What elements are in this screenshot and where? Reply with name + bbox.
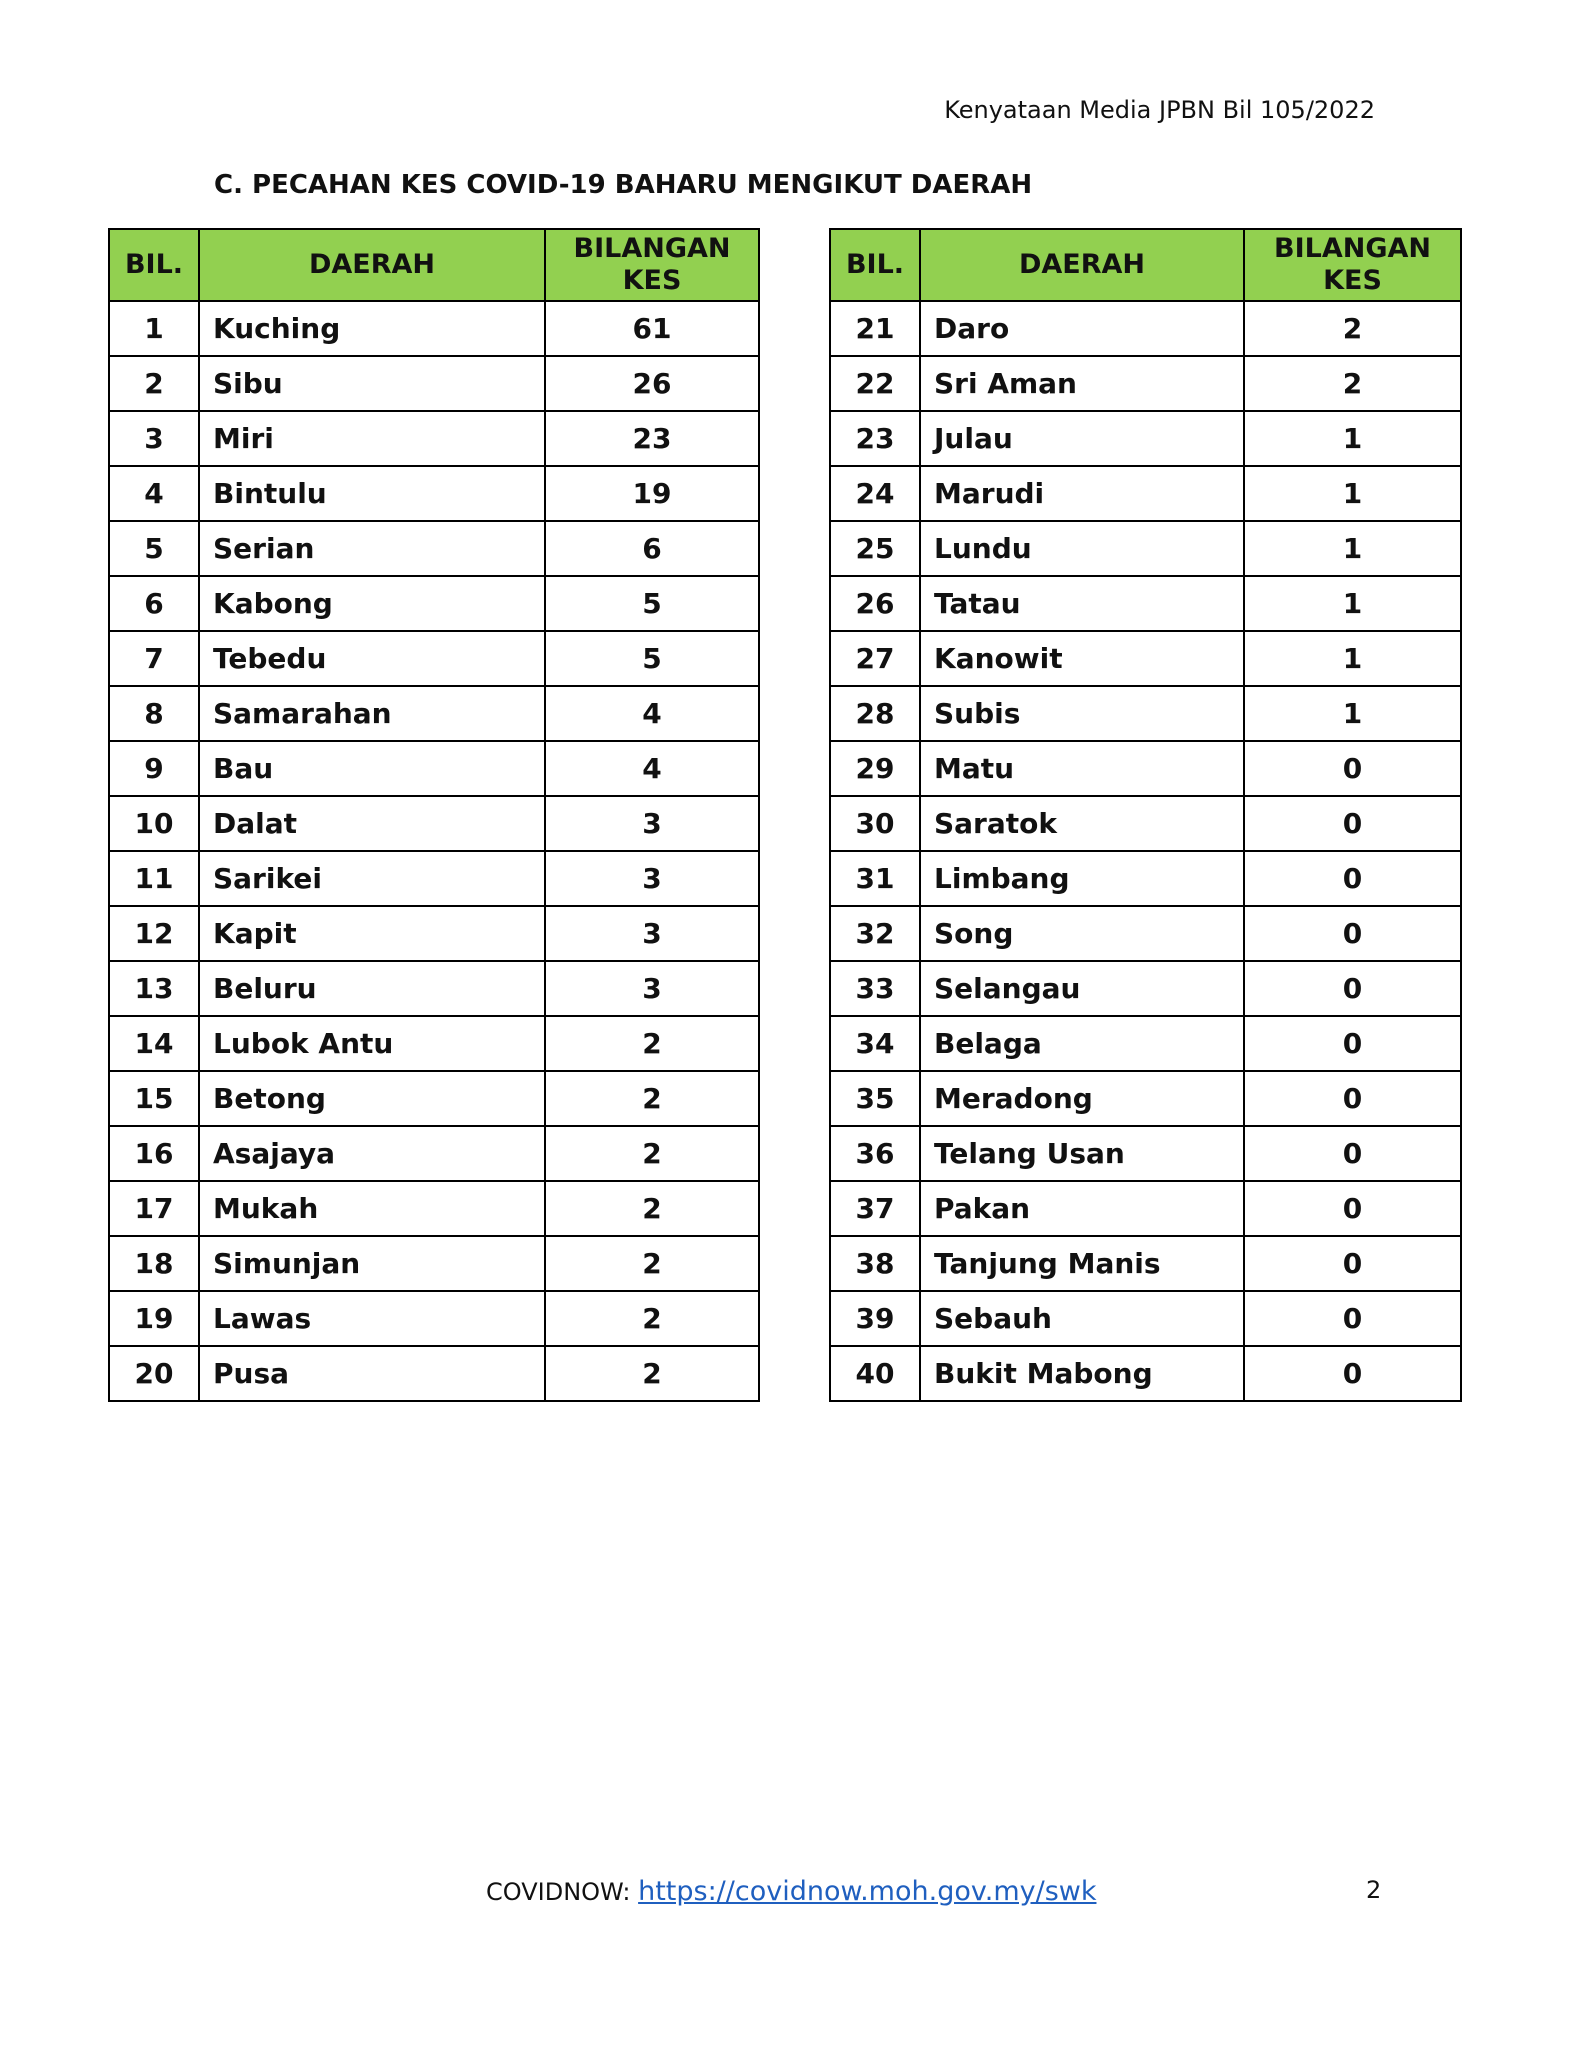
row-bil: 17 (109, 1181, 199, 1236)
row-kes: 2 (545, 1071, 759, 1126)
row-bil: 29 (830, 741, 920, 796)
row-bil: 4 (109, 466, 199, 521)
row-daerah: Asajaya (199, 1126, 545, 1181)
header-bilangan-line1: BILANGAN (1274, 233, 1431, 264)
row-bil: 2 (109, 356, 199, 411)
table-row (109, 1071, 759, 1126)
table-row (830, 1236, 1461, 1291)
table-row (109, 411, 759, 466)
row-kes: 4 (545, 686, 759, 741)
row-bil: 28 (830, 686, 920, 741)
row-bil: 9 (109, 741, 199, 796)
document-reference: Kenyataan Media JPBN Bil 105/2022 (944, 96, 1375, 124)
row-bil: 11 (109, 851, 199, 906)
footer (486, 1876, 1096, 1907)
row-bil: 3 (109, 411, 199, 466)
row-daerah: Meradong (920, 1071, 1244, 1126)
row-daerah: Simunjan (199, 1236, 545, 1291)
row-kes: 1 (1244, 686, 1461, 741)
row-bil: 32 (830, 906, 920, 961)
row-kes: 0 (1244, 1346, 1461, 1401)
section-title: C. PECAHAN KES COVID-19 BAHARU MENGIKUT DAERAH (214, 170, 1033, 200)
row-bil: 8 (109, 686, 199, 741)
row-daerah: Song (920, 906, 1244, 961)
table-row (109, 796, 759, 851)
row-kes: 3 (545, 851, 759, 906)
row-bil: 37 (830, 1181, 920, 1236)
table-row (830, 576, 1461, 631)
header-bil: BIL. (109, 229, 199, 301)
row-kes: 0 (1244, 1291, 1461, 1346)
row-kes: 2 (545, 1016, 759, 1071)
row-kes: 1 (1244, 466, 1461, 521)
row-bil: 40 (830, 1346, 920, 1401)
table-body-right (830, 301, 1461, 1401)
row-daerah: Kanowit (920, 631, 1244, 686)
row-kes: 0 (1244, 1181, 1461, 1236)
table-row (830, 1071, 1461, 1126)
row-daerah: Daro (920, 301, 1244, 356)
header-bilangan-kes (1244, 229, 1461, 301)
row-bil: 25 (830, 521, 920, 576)
row-kes: 2 (1244, 301, 1461, 356)
row-kes: 0 (1244, 1126, 1461, 1181)
table-row (830, 466, 1461, 521)
row-bil: 38 (830, 1236, 920, 1291)
table-row (109, 1291, 759, 1346)
header-bilangan-line2: KES (622, 265, 682, 296)
row-daerah: Pusa (199, 1346, 545, 1401)
row-kes: 19 (545, 466, 759, 521)
row-kes: 1 (1244, 521, 1461, 576)
row-daerah: Mukah (199, 1181, 545, 1236)
row-kes: 61 (545, 301, 759, 356)
row-bil: 12 (109, 906, 199, 961)
table-row (109, 631, 759, 686)
row-bil: 34 (830, 1016, 920, 1071)
row-bil: 1 (109, 301, 199, 356)
table-body-left (109, 301, 759, 1401)
row-bil: 15 (109, 1071, 199, 1126)
row-daerah: Sarikei (199, 851, 545, 906)
table-row (109, 741, 759, 796)
row-kes: 3 (545, 906, 759, 961)
row-kes: 1 (1244, 411, 1461, 466)
table-row (109, 301, 759, 356)
row-bil: 14 (109, 1016, 199, 1071)
row-bil: 24 (830, 466, 920, 521)
table-row (109, 1346, 759, 1401)
row-daerah: Miri (199, 411, 545, 466)
table-row (830, 851, 1461, 906)
row-kes: 2 (545, 1181, 759, 1236)
row-daerah: Sibu (199, 356, 545, 411)
row-daerah: Tebedu (199, 631, 545, 686)
row-daerah: Pakan (920, 1181, 1244, 1236)
table-row (830, 1016, 1461, 1071)
table-row (109, 1126, 759, 1181)
table-row (109, 1016, 759, 1071)
row-bil: 20 (109, 1346, 199, 1401)
table-row (830, 521, 1461, 576)
row-kes: 0 (1244, 851, 1461, 906)
table-header-row (109, 229, 759, 301)
table-row (109, 851, 759, 906)
table-row (109, 466, 759, 521)
table-row (830, 686, 1461, 741)
row-kes: 23 (545, 411, 759, 466)
row-daerah: Belaga (920, 1016, 1244, 1071)
district-cases-table-right (829, 228, 1462, 1402)
row-bil: 31 (830, 851, 920, 906)
row-daerah: Bintulu (199, 466, 545, 521)
table-header-row (830, 229, 1461, 301)
row-kes: 2 (545, 1126, 759, 1181)
row-bil: 13 (109, 961, 199, 1016)
row-daerah: Bukit Mabong (920, 1346, 1244, 1401)
table-row (830, 961, 1461, 1016)
row-bil: 36 (830, 1126, 920, 1181)
district-cases-table-left (108, 228, 760, 1402)
row-daerah: Selangau (920, 961, 1244, 1016)
row-daerah: Saratok (920, 796, 1244, 851)
row-kes: 5 (545, 631, 759, 686)
row-daerah: Lubok Antu (199, 1016, 545, 1071)
row-kes: 3 (545, 796, 759, 851)
row-kes: 0 (1244, 741, 1461, 796)
row-daerah: Beluru (199, 961, 545, 1016)
row-bil: 5 (109, 521, 199, 576)
table-row (830, 796, 1461, 851)
row-bil: 22 (830, 356, 920, 411)
row-daerah: Tanjung Manis (920, 1236, 1244, 1291)
table-row (830, 301, 1461, 356)
table-row (109, 576, 759, 631)
row-daerah: Lawas (199, 1291, 545, 1346)
table-row (830, 1346, 1461, 1401)
row-kes: 5 (545, 576, 759, 631)
row-bil: 23 (830, 411, 920, 466)
row-bil: 26 (830, 576, 920, 631)
row-daerah: Kuching (199, 301, 545, 356)
row-daerah: Bau (199, 741, 545, 796)
row-daerah: Lundu (920, 521, 1244, 576)
row-kes: 1 (1244, 631, 1461, 686)
row-daerah: Limbang (920, 851, 1244, 906)
table-row (830, 1126, 1461, 1181)
row-daerah: Matu (920, 741, 1244, 796)
table-row (830, 906, 1461, 961)
page-number: 2 (1366, 1876, 1382, 1904)
row-daerah: Marudi (920, 466, 1244, 521)
row-kes: 1 (1244, 576, 1461, 631)
table-row (109, 356, 759, 411)
row-kes: 0 (1244, 1016, 1461, 1071)
covidnow-link[interactable]: https://covidnow.moh.gov.my/swk (638, 1876, 1097, 1907)
row-kes: 0 (1244, 796, 1461, 851)
row-kes: 6 (545, 521, 759, 576)
row-daerah: Kapit (199, 906, 545, 961)
table-row (830, 411, 1461, 466)
row-bil: 19 (109, 1291, 199, 1346)
row-bil: 39 (830, 1291, 920, 1346)
header-daerah: DAERAH (199, 229, 545, 301)
table-row (830, 631, 1461, 686)
row-bil: 7 (109, 631, 199, 686)
row-bil: 30 (830, 796, 920, 851)
table-row (830, 741, 1461, 796)
row-bil: 18 (109, 1236, 199, 1291)
row-kes: 0 (1244, 1236, 1461, 1291)
row-kes: 26 (545, 356, 759, 411)
row-kes: 4 (545, 741, 759, 796)
table-row (109, 521, 759, 576)
table-row (830, 1181, 1461, 1236)
table-row (109, 1181, 759, 1236)
row-daerah: Dalat (199, 796, 545, 851)
row-daerah: Samarahan (199, 686, 545, 741)
row-daerah: Sebauh (920, 1291, 1244, 1346)
row-kes: 2 (1244, 356, 1461, 411)
row-daerah: Sri Aman (920, 356, 1244, 411)
row-bil: 10 (109, 796, 199, 851)
row-kes: 2 (545, 1291, 759, 1346)
row-kes: 3 (545, 961, 759, 1016)
row-daerah: Tatau (920, 576, 1244, 631)
row-bil: 16 (109, 1126, 199, 1181)
row-bil: 27 (830, 631, 920, 686)
row-daerah: Kabong (199, 576, 545, 631)
row-daerah: Julau (920, 411, 1244, 466)
row-kes: 0 (1244, 961, 1461, 1016)
table-row (109, 686, 759, 741)
row-kes: 0 (1244, 906, 1461, 961)
row-daerah: Serian (199, 521, 545, 576)
header-bilangan-line1: BILANGAN (573, 233, 731, 264)
row-kes: 2 (545, 1236, 759, 1291)
row-bil: 21 (830, 301, 920, 356)
table-row (830, 356, 1461, 411)
table-row (830, 1291, 1461, 1346)
row-daerah: Telang Usan (920, 1126, 1244, 1181)
row-kes: 2 (545, 1346, 759, 1401)
header-bil: BIL. (830, 229, 920, 301)
row-daerah: Betong (199, 1071, 545, 1126)
footer-label: COVIDNOW: (486, 1878, 639, 1906)
header-bilangan-kes (545, 229, 759, 301)
header-daerah: DAERAH (920, 229, 1244, 301)
row-bil: 35 (830, 1071, 920, 1126)
table-row (109, 906, 759, 961)
table-row (109, 961, 759, 1016)
header-bilangan-line2: KES (1323, 265, 1382, 296)
row-kes: 0 (1244, 1071, 1461, 1126)
row-bil: 6 (109, 576, 199, 631)
row-daerah: Subis (920, 686, 1244, 741)
row-bil: 33 (830, 961, 920, 1016)
table-row (109, 1236, 759, 1291)
